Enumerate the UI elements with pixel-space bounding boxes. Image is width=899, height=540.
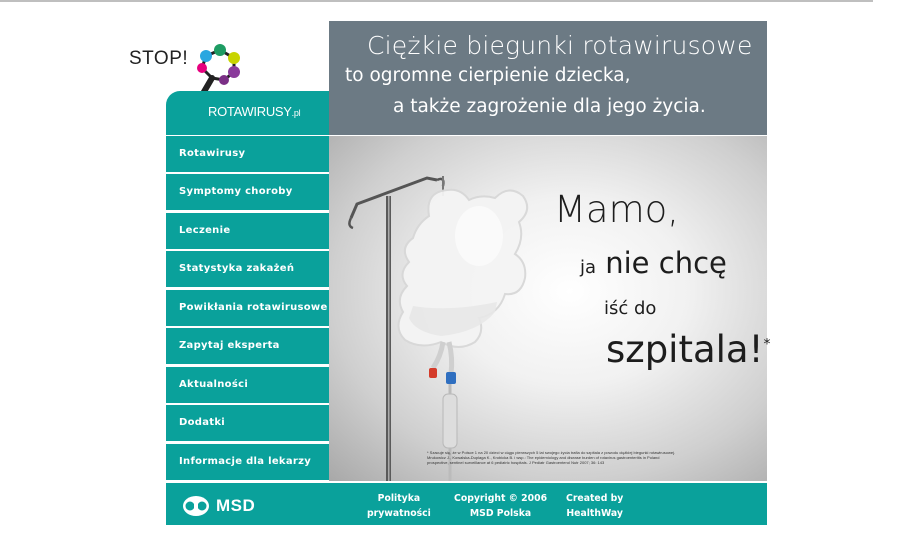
created-line-2: HealthWay [566,508,623,519]
nav-item-rotawirusy[interactable]: Rotawirusy [166,136,329,172]
privacy-line-2: prywatności [367,508,431,519]
msd-logo[interactable] [182,495,255,517]
nav-item-symptomy[interactable]: Symptomy choroby [166,174,329,210]
created-by-link[interactable] [566,491,623,521]
footnote-line-1: * Szacuje się, że w Polsce 1 na 20 dzieci w ciągu pierwszych 5 lat swojego życia trafia do szpitala z powodu ciężkiej biegunki rotawirusowej. [427,450,676,455]
hero-headline-2: ja nie chcę [580,246,727,280]
privacy-policy-link[interactable] [367,491,431,521]
iv-bag-illustration [329,136,767,481]
footnote-line-3: prospective, sentinel surveillance at 6 pediatric hospitals. J Pediatr Gastroenterol Nutr 2007; 36: 143 [427,460,605,465]
site-logo-text[interactable]: ROTAWIRUSY.pl [208,104,301,119]
footer [166,483,767,525]
copyright-line-2: MSD Polska [469,508,532,519]
msd-logo-icon [182,495,210,517]
hero-image [329,136,771,481]
privacy-line-1: Polityka [377,493,421,504]
hero-headline-3: iść do [604,298,657,319]
banner-line-2: to ogromne cierpienie dziecka, [345,65,631,86]
copyright-line-1: Copyright © 2006 [454,493,548,504]
banner-line-3: a także zagrożenie dla jego życia. [393,96,706,117]
sidebar-nav [166,136,329,482]
nav-item-statystyka[interactable]: Statystyka zakażeń [166,251,329,287]
created-line-1: Created by [566,493,624,504]
nav-item-dodatki[interactable]: Dodatki [166,405,329,441]
nav-item-aktualnosci[interactable]: Aktualności [166,367,329,403]
header-banner [329,21,767,135]
nav-item-informacje-dla-lekarzy[interactable]: Informacje dla lekarzy [166,444,329,480]
hero-footnote [427,450,765,465]
msd-logo-text: MSD [216,496,256,515]
hero-headline-4: szpitala!* [606,328,771,371]
teddy-bag [398,190,527,347]
nav-item-leczenie[interactable]: Leczenie [166,213,329,249]
nav-item-zapytaj-eksperta[interactable]: Zapytaj eksperta [166,328,329,364]
stop-text: STOP! [129,48,189,69]
hero-headline-1: Mamo, [554,188,680,231]
nav-item-powiklania[interactable]: Powikłania rotawirusowe [166,290,329,326]
banner-line-1: Ciężkie biegunki rotawirusowe [367,31,753,60]
top-divider [0,0,873,2]
copyright-text [454,491,547,521]
footnote-line-2: Mrukowicz J., Kowalska-Duplaga K., Krobicka B. i wsp.: The epidemiology and disease burden of rotavirus gastroenteritis in Poland [427,455,660,460]
